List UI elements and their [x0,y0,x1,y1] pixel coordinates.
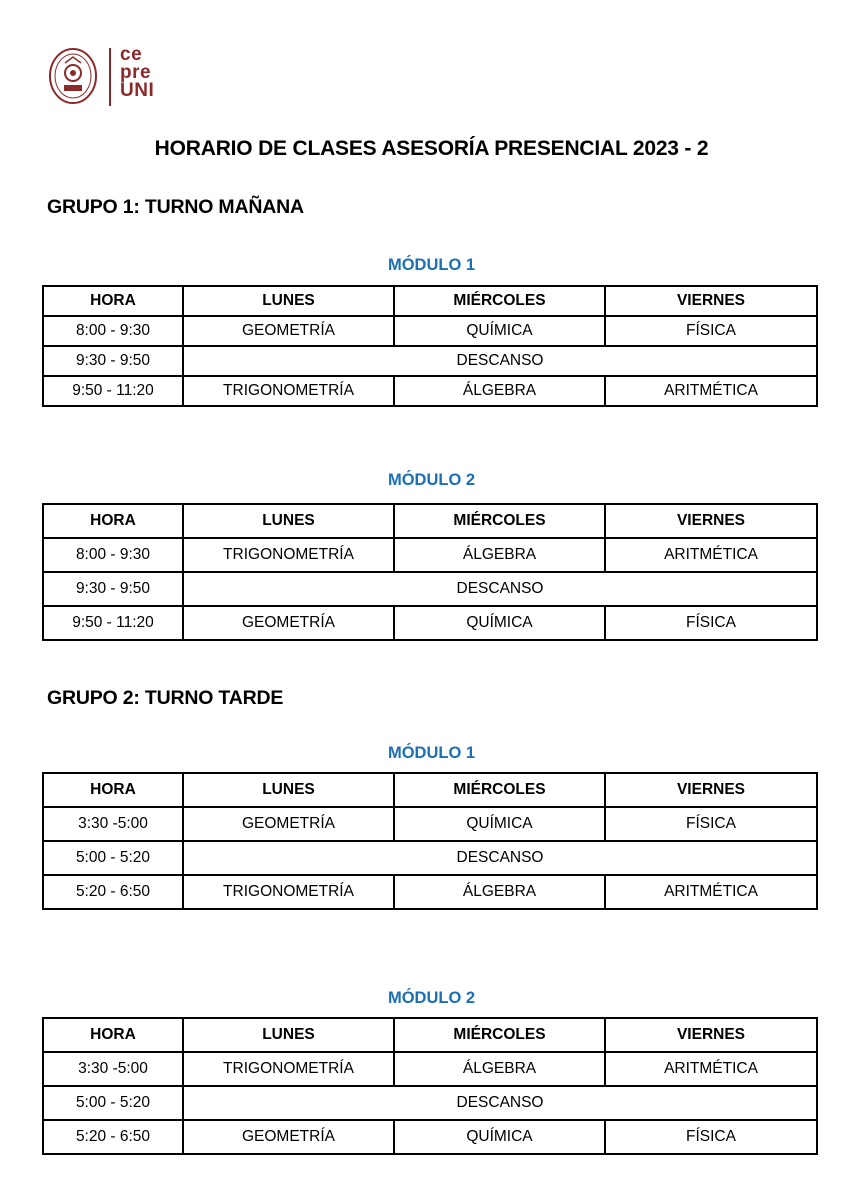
table-row [43,1120,817,1154]
group-1-title: GRUPO 1: TURNO MAÑANA [47,196,304,218]
cell-miercoles: ÁLGEBRA [394,538,605,572]
cell-hora: 9:50 - 11:20 [43,376,183,406]
cell-hora: 9:30 - 9:50 [43,572,183,606]
group-1-module-2-title: MÓDULO 2 [387,471,476,489]
header-viernes: VIERNES [605,504,817,538]
header-miercoles: MIÉRCOLES [394,773,605,807]
table-header-row [43,504,817,538]
cell-miercoles: ÁLGEBRA [394,1052,605,1086]
group-2-module-2-table [42,1017,818,1155]
logo-text-line2: pre [120,62,152,83]
group-2-module-1-title: MÓDULO 1 [387,744,476,762]
header-viernes: VIERNES [605,773,817,807]
cell-descanso: DESCANSO [183,346,817,376]
cell-lunes: TRIGONOMETRÍA [183,875,394,909]
cell-hora: 9:50 - 11:20 [43,606,183,640]
cell-miercoles: QUÍMICA [394,807,605,841]
cell-hora: 5:00 - 5:20 [43,1086,183,1120]
cell-viernes: ARITMÉTICA [605,875,817,909]
cell-viernes: FÍSICA [605,316,817,346]
header-lunes: LUNES [183,286,394,316]
table-row-break [43,572,817,606]
cell-hora: 3:30 -5:00 [43,1052,183,1086]
table-row-break [43,1086,817,1120]
cell-descanso: DESCANSO [183,841,817,875]
header-miercoles: MIÉRCOLES [394,1018,605,1052]
header-hora: HORA [43,773,183,807]
cell-hora: 9:30 - 9:50 [43,346,183,376]
header-viernes: VIERNES [605,1018,817,1052]
header-lunes: LUNES [183,504,394,538]
cell-lunes: GEOMETRÍA [183,606,394,640]
group-1-module-2-table [42,503,818,641]
cell-hora: 8:00 - 9:30 [43,316,183,346]
header-miercoles: MIÉRCOLES [394,286,605,316]
group-1-module-1-title: MÓDULO 1 [387,256,476,274]
header-hora: HORA [43,1018,183,1052]
group-2-module-1-table [42,772,818,910]
logo-text [120,46,154,100]
university-seal-icon [48,47,98,105]
header-lunes: LUNES [183,1018,394,1052]
table-header-row [43,773,817,807]
table-row [43,807,817,841]
table-row [43,376,817,406]
table-row-break [43,346,817,376]
table-header-row [43,1018,817,1052]
group-1-module-1-table [42,285,818,407]
cell-hora: 5:20 - 6:50 [43,875,183,909]
cell-miercoles: QUÍMICA [394,1120,605,1154]
cell-viernes: ARITMÉTICA [605,1052,817,1086]
table-row-break [43,841,817,875]
cell-miercoles: ÁLGEBRA [394,875,605,909]
header-hora: HORA [43,286,183,316]
header-miercoles: MIÉRCOLES [394,504,605,538]
logo-divider [109,48,111,106]
cell-lunes: TRIGONOMETRÍA [183,1052,394,1086]
cell-viernes: FÍSICA [605,807,817,841]
table-header-row [43,286,817,316]
cepre-uni-logo [48,44,178,108]
logo-text-line1: ce [120,44,143,65]
table-row [43,606,817,640]
cell-lunes: TRIGONOMETRÍA [183,538,394,572]
cell-lunes: GEOMETRÍA [183,1120,394,1154]
cell-lunes: GEOMETRÍA [183,316,394,346]
table-row [43,538,817,572]
cell-hora: 3:30 -5:00 [43,807,183,841]
table-row [43,1052,817,1086]
cell-descanso: DESCANSO [183,572,817,606]
group-2-module-2-title: MÓDULO 2 [387,989,476,1007]
cell-hora: 5:20 - 6:50 [43,1120,183,1154]
logo-text-line3: UNI [120,80,155,101]
header-viernes: VIERNES [605,286,817,316]
document-title: HORARIO DE CLASES ASESORÍA PRESENCIAL 2023 - 2 [154,137,709,160]
header-lunes: LUNES [183,773,394,807]
table-row [43,316,817,346]
cell-miercoles: QUÍMICA [394,316,605,346]
cell-viernes: FÍSICA [605,606,817,640]
table-row [43,875,817,909]
cell-lunes: GEOMETRÍA [183,807,394,841]
cell-hora: 8:00 - 9:30 [43,538,183,572]
group-2-title: GRUPO 2: TURNO TARDE [47,687,284,709]
cell-lunes: TRIGONOMETRÍA [183,376,394,406]
cell-hora: 5:00 - 5:20 [43,841,183,875]
cell-miercoles: ÁLGEBRA [394,376,605,406]
cell-viernes: FÍSICA [605,1120,817,1154]
cell-viernes: ARITMÉTICA [605,376,817,406]
header-hora: HORA [43,504,183,538]
cell-viernes: ARITMÉTICA [605,538,817,572]
cell-descanso: DESCANSO [183,1086,817,1120]
cell-miercoles: QUÍMICA [394,606,605,640]
